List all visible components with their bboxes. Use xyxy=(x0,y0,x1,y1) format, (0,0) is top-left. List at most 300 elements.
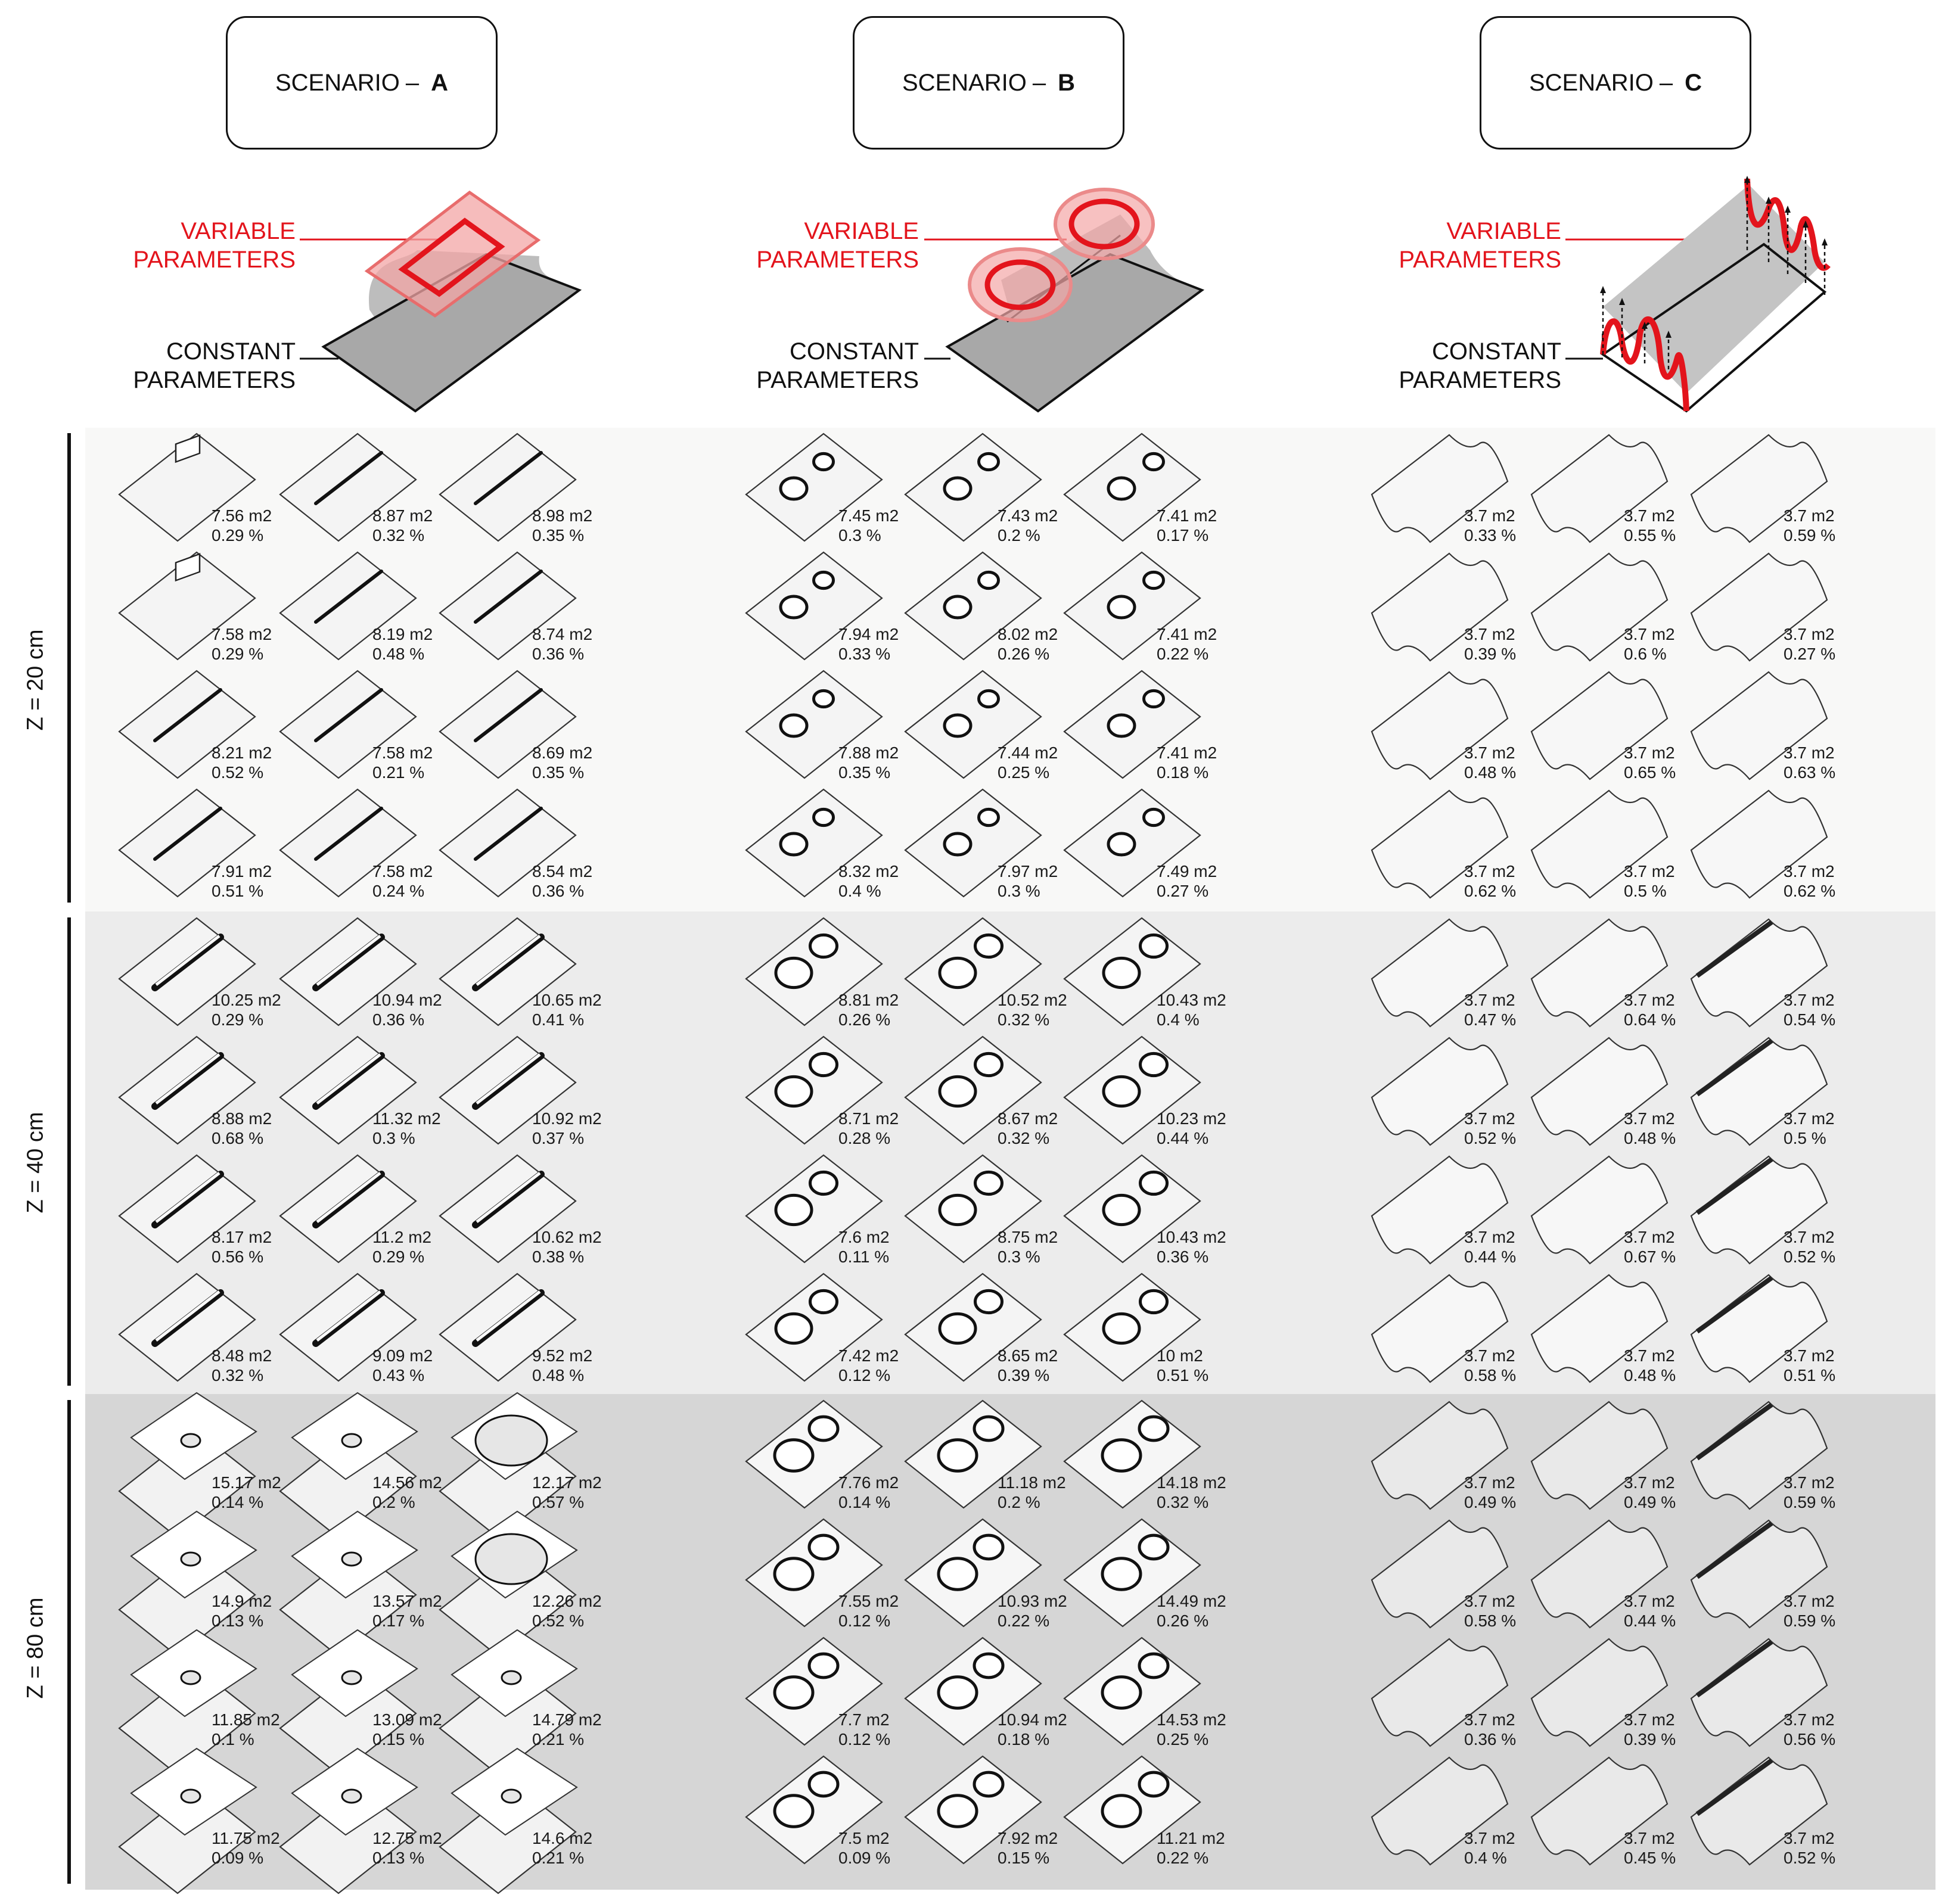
cell-area-label: 8.65 m2 xyxy=(998,1346,1058,1365)
result-cell-a-8-2 xyxy=(280,1274,433,1385)
result-cell-c-6-3 xyxy=(1691,1038,1835,1147)
cell-area-label: 8.48 m2 xyxy=(212,1346,272,1365)
cell-percent-label: 0.38 % xyxy=(532,1247,585,1266)
result-cell-a-8-1 xyxy=(119,1274,272,1385)
cell-percent-label: 0.48 % xyxy=(372,645,425,663)
cell-percent-label: 0.09 % xyxy=(212,1849,264,1867)
cell-percent-label: 0.49 % xyxy=(1464,1493,1517,1511)
cell-percent-label: 0.17 % xyxy=(1157,526,1209,545)
cell-area-label: 3.7 m2 xyxy=(1624,1592,1675,1610)
scenario-c-prefix: SCENARIO xyxy=(1528,69,1654,96)
result-cell-b-9-1 xyxy=(746,1401,899,1511)
scenario-b-variable-line1: VARIABLE xyxy=(804,218,919,244)
cell-percent-label: 0.44 % xyxy=(1464,1247,1517,1266)
result-cell-b-12-2 xyxy=(905,1756,1058,1867)
cell-area-label: 10.25 m2 xyxy=(212,991,281,1009)
cell-area-label: 3.7 m2 xyxy=(1464,1228,1515,1246)
result-cell-c-1-2 xyxy=(1531,435,1676,545)
cell-area-label: 7.6 m2 xyxy=(838,1228,890,1246)
cell-percent-label: 0.32 % xyxy=(1157,1493,1209,1511)
cell-area-label: 3.7 m2 xyxy=(1464,1829,1515,1847)
result-cell-b-9-3 xyxy=(1064,1401,1226,1511)
result-cell-b-2-1 xyxy=(746,552,899,663)
cell-percent-label: 0.26 % xyxy=(1157,1611,1209,1630)
cell-area-label: 9.09 m2 xyxy=(372,1346,433,1365)
result-cell-c-2-2 xyxy=(1531,553,1675,663)
cell-percent-label: 0.32 % xyxy=(998,1010,1050,1029)
cell-percent-label: 0.51 % xyxy=(212,882,264,900)
cell-area-label: 14.18 m2 xyxy=(1157,1473,1226,1492)
cell-area-label: 7.58 m2 xyxy=(372,862,433,881)
cell-area-label: 8.74 m2 xyxy=(532,625,593,643)
cell-area-label: 10.43 m2 xyxy=(1157,991,1226,1009)
cell-area-label: 10.43 m2 xyxy=(1157,1228,1226,1246)
z80-label: Z = 80 cm xyxy=(23,1597,48,1699)
cell-percent-label: 0.39 % xyxy=(998,1366,1050,1385)
cell-percent-label: 0.25 % xyxy=(1157,1730,1209,1749)
cell-area-label: 8.02 m2 xyxy=(998,625,1058,643)
result-cell-c-6-2 xyxy=(1531,1038,1676,1147)
result-cell-b-1-1 xyxy=(746,434,899,545)
cell-percent-label: 0.4 % xyxy=(1157,1010,1200,1029)
cell-area-label: 7.41 m2 xyxy=(1157,506,1217,525)
result-cell-c-10-1 xyxy=(1372,1520,1516,1630)
cell-area-label: 3.7 m2 xyxy=(1784,743,1835,762)
cell-percent-label: 0.56 % xyxy=(212,1247,264,1266)
cell-percent-label: 0.62 % xyxy=(1784,882,1836,900)
cell-area-label: 3.7 m2 xyxy=(1784,862,1835,881)
cell-percent-label: 0.15 % xyxy=(372,1730,425,1749)
result-cell-c-3-1 xyxy=(1372,672,1516,782)
cell-percent-label: 0.29 % xyxy=(212,1010,264,1029)
cell-area-label: 3.7 m2 xyxy=(1624,991,1675,1009)
cell-area-label: 11.85 m2 xyxy=(212,1710,280,1729)
cell-percent-label: 0.37 % xyxy=(532,1129,585,1147)
cell-percent-label: 0.2 % xyxy=(998,526,1040,545)
cell-area-label: 3.7 m2 xyxy=(1624,1473,1675,1492)
cell-percent-label: 0.62 % xyxy=(1464,882,1517,900)
result-cell-b-5-2 xyxy=(905,918,1067,1029)
cell-percent-label: 0.28 % xyxy=(838,1129,891,1147)
result-cell-a-6-3 xyxy=(440,1037,602,1147)
result-cell-b-9-2 xyxy=(905,1401,1066,1511)
cell-area-label: 3.7 m2 xyxy=(1624,625,1675,643)
cell-area-label: 7.41 m2 xyxy=(1157,743,1217,762)
result-cell-b-3-3 xyxy=(1064,671,1217,782)
cell-area-label: 3.7 m2 xyxy=(1464,1592,1515,1610)
cell-area-label: 10.94 m2 xyxy=(998,1710,1067,1729)
cell-percent-label: 0.35 % xyxy=(532,526,585,545)
cell-area-label: 7.91 m2 xyxy=(212,862,272,881)
cell-percent-label: 0.2 % xyxy=(372,1493,415,1511)
result-cell-a-6-1 xyxy=(119,1037,272,1147)
scenario-c-constant-line2: PARAMETERS xyxy=(1399,367,1561,393)
cell-area-label: 10.23 m2 xyxy=(1157,1109,1226,1128)
cell-percent-label: 0.55 % xyxy=(1624,526,1676,545)
result-cell-b-5-1 xyxy=(746,918,899,1029)
result-cell-a-2-3 xyxy=(440,552,592,663)
result-cell-b-4-3 xyxy=(1064,789,1217,900)
cell-area-label: 14.49 m2 xyxy=(1157,1592,1226,1610)
result-cell-b-11-2 xyxy=(905,1638,1067,1749)
cell-area-label: 8.88 m2 xyxy=(212,1109,272,1128)
result-cell-b-7-1 xyxy=(746,1155,890,1266)
cell-percent-label: 0.32 % xyxy=(212,1366,264,1385)
cell-area-label: 7.5 m2 xyxy=(838,1829,890,1847)
cell-percent-label: 0.56 % xyxy=(1784,1730,1836,1749)
cell-percent-label: 0.32 % xyxy=(998,1129,1050,1147)
result-cell-c-12-3 xyxy=(1691,1757,1835,1867)
result-cell-b-2-3 xyxy=(1064,552,1217,663)
result-cell-b-10-3 xyxy=(1064,1519,1226,1630)
cell-area-label: 3.7 m2 xyxy=(1784,1228,1835,1246)
cell-percent-label: 0.44 % xyxy=(1157,1129,1209,1147)
cell-area-label: 7.94 m2 xyxy=(838,625,899,643)
cell-area-label: 8.98 m2 xyxy=(532,506,593,525)
result-cell-b-12-3 xyxy=(1064,1756,1225,1867)
scenario-a-constant-line2: PARAMETERS xyxy=(133,367,296,393)
cell-percent-label: 0.39 % xyxy=(1464,645,1517,663)
cell-area-label: 7.45 m2 xyxy=(838,506,899,525)
cell-area-label: 10.93 m2 xyxy=(998,1592,1067,1610)
cell-area-label: 8.54 m2 xyxy=(532,862,593,881)
scenario-c-dash: – xyxy=(1659,69,1673,96)
cell-area-label: 3.7 m2 xyxy=(1624,1346,1675,1365)
cell-area-label: 3.7 m2 xyxy=(1464,862,1515,881)
cell-area-label: 3.7 m2 xyxy=(1784,1829,1835,1847)
cell-area-label: 9.52 m2 xyxy=(532,1346,593,1365)
cell-percent-label: 0.21 % xyxy=(532,1849,585,1867)
cell-percent-label: 0.36 % xyxy=(372,1010,425,1029)
result-cell-c-2-3 xyxy=(1691,553,1835,663)
cell-area-label: 3.7 m2 xyxy=(1624,1829,1675,1847)
cell-percent-label: 0.58 % xyxy=(1464,1366,1517,1385)
result-cell-a-12-1 xyxy=(119,1749,280,1893)
cell-percent-label: 0.67 % xyxy=(1624,1247,1676,1266)
result-cell-b-8-1 xyxy=(746,1274,899,1385)
cell-area-label: 7.58 m2 xyxy=(212,625,272,643)
cell-percent-label: 0.29 % xyxy=(212,526,264,545)
result-cell-b-6-3 xyxy=(1064,1037,1226,1147)
scenario-a-prefix: SCENARIO xyxy=(275,69,400,96)
cell-area-label: 3.7 m2 xyxy=(1464,991,1515,1009)
cell-percent-label: 0.4 % xyxy=(838,882,881,900)
result-cell-b-7-3 xyxy=(1064,1155,1226,1266)
z20-label: Z = 20 cm xyxy=(23,629,48,731)
cell-area-label: 3.7 m2 xyxy=(1624,1710,1675,1729)
cell-percent-label: 0.4 % xyxy=(1464,1849,1507,1867)
cell-area-label: 7.42 m2 xyxy=(838,1346,899,1365)
cell-percent-label: 0.32 % xyxy=(372,526,425,545)
cell-percent-label: 0.29 % xyxy=(212,645,264,663)
cell-area-label: 10.62 m2 xyxy=(532,1228,602,1246)
cell-area-label: 12.26 m2 xyxy=(532,1592,602,1610)
cell-percent-label: 0.17 % xyxy=(372,1611,425,1630)
cell-area-label: 13.57 m2 xyxy=(372,1592,442,1610)
cell-percent-label: 0.5 % xyxy=(1784,1129,1826,1147)
cell-percent-label: 0.52 % xyxy=(212,763,264,782)
result-cell-a-4-1 xyxy=(119,789,272,900)
cell-percent-label: 0.3 % xyxy=(838,526,881,545)
cell-area-label: 7.97 m2 xyxy=(998,862,1058,881)
cell-area-label: 13.09 m2 xyxy=(372,1710,442,1729)
cell-area-label: 3.7 m2 xyxy=(1784,991,1835,1009)
cell-area-label: 3.7 m2 xyxy=(1624,743,1675,762)
cell-percent-label: 0.22 % xyxy=(998,1611,1050,1630)
cell-percent-label: 0.57 % xyxy=(532,1493,585,1511)
result-cell-c-7-2 xyxy=(1531,1156,1676,1266)
cell-percent-label: 0.48 % xyxy=(1624,1366,1676,1385)
cell-percent-label: 0.59 % xyxy=(1784,1493,1836,1511)
result-cell-c-6-1 xyxy=(1372,1038,1516,1147)
cell-percent-label: 0.09 % xyxy=(838,1849,891,1867)
cell-percent-label: 0.47 % xyxy=(1464,1010,1517,1029)
scenario-c-letter: C xyxy=(1685,69,1702,96)
result-cell-b-6-2 xyxy=(905,1037,1058,1147)
cell-percent-label: 0.15 % xyxy=(998,1849,1050,1867)
cell-percent-label: 0.48 % xyxy=(1464,763,1517,782)
cell-percent-label: 0.33 % xyxy=(838,645,891,663)
cell-percent-label: 0.18 % xyxy=(998,1730,1050,1749)
result-cell-b-10-2 xyxy=(905,1519,1067,1630)
cell-percent-label: 0.51 % xyxy=(1157,1366,1209,1385)
cell-area-label: 8.87 m2 xyxy=(372,506,433,525)
scenario-b-constant-line2: PARAMETERS xyxy=(756,367,919,393)
result-cell-c-7-3 xyxy=(1691,1156,1835,1266)
cell-area-label: 10.94 m2 xyxy=(372,991,442,1009)
cell-percent-label: 0.18 % xyxy=(1157,763,1209,782)
cell-percent-label: 0.12 % xyxy=(838,1730,891,1749)
result-cell-b-5-3 xyxy=(1064,918,1226,1029)
result-cell-b-3-2 xyxy=(905,671,1058,782)
result-cell-c-3-2 xyxy=(1531,672,1676,782)
cell-percent-label: 0.26 % xyxy=(838,1010,891,1029)
cell-area-label: 3.7 m2 xyxy=(1784,1346,1835,1365)
cell-percent-label: 0.2 % xyxy=(998,1493,1040,1511)
scenario-a-variable-line1: VARIABLE xyxy=(181,218,296,244)
z40-label: Z = 40 cm xyxy=(23,1112,48,1214)
result-cell-b-1-3 xyxy=(1064,434,1217,545)
result-cell-c-10-3 xyxy=(1691,1520,1835,1630)
cell-percent-label: 0.48 % xyxy=(1624,1129,1676,1147)
result-cell-b-3-1 xyxy=(746,671,899,782)
cell-area-label: 8.17 m2 xyxy=(212,1228,272,1246)
result-cell-c-12-2 xyxy=(1531,1757,1676,1867)
cell-percent-label: 0.6 % xyxy=(1624,645,1667,663)
cell-percent-label: 0.45 % xyxy=(1624,1849,1676,1867)
result-cell-c-11-3 xyxy=(1691,1639,1835,1749)
cell-percent-label: 0.44 % xyxy=(1624,1611,1676,1630)
cell-percent-label: 0.13 % xyxy=(212,1611,264,1630)
cell-percent-label: 0.1 % xyxy=(212,1730,254,1749)
cell-percent-label: 0.49 % xyxy=(1624,1493,1676,1511)
cell-area-label: 3.7 m2 xyxy=(1464,1710,1515,1729)
result-cell-c-10-2 xyxy=(1531,1520,1676,1630)
result-cell-c-2-1 xyxy=(1372,553,1516,663)
cell-percent-label: 0.24 % xyxy=(372,882,425,900)
cell-area-label: 3.7 m2 xyxy=(1624,1109,1675,1128)
cell-area-label: 3.7 m2 xyxy=(1784,625,1835,643)
cell-percent-label: 0.64 % xyxy=(1624,1010,1676,1029)
cell-area-label: 10 m2 xyxy=(1157,1346,1203,1365)
cell-area-label: 14.53 m2 xyxy=(1157,1710,1226,1729)
cell-area-label: 7.58 m2 xyxy=(372,743,433,762)
result-cell-a-7-1 xyxy=(119,1155,272,1266)
cell-area-label: 3.7 m2 xyxy=(1784,1109,1835,1128)
result-cell-c-1-3 xyxy=(1691,435,1835,545)
result-cell-b-8-3 xyxy=(1064,1274,1208,1385)
cell-percent-label: 0.13 % xyxy=(372,1849,425,1867)
result-cell-a-6-2 xyxy=(280,1037,441,1147)
cell-percent-label: 0.52 % xyxy=(1784,1849,1836,1867)
result-cell-a-7-3 xyxy=(440,1155,602,1266)
result-cell-c-11-1 xyxy=(1372,1639,1516,1749)
result-cell-a-4-3 xyxy=(440,789,592,900)
cell-percent-label: 0.52 % xyxy=(1784,1247,1836,1266)
cell-area-label: 11.21 m2 xyxy=(1157,1829,1225,1847)
result-cell-a-12-3 xyxy=(440,1749,592,1893)
cell-area-label: 3.7 m2 xyxy=(1464,506,1515,525)
result-cell-b-1-2 xyxy=(905,434,1058,545)
result-cell-a-1-2 xyxy=(280,434,433,545)
result-cell-c-5-2 xyxy=(1531,919,1676,1029)
cell-area-label: 3.7 m2 xyxy=(1784,506,1835,525)
scenario-b-dash: – xyxy=(1032,69,1046,96)
result-cell-c-11-2 xyxy=(1531,1639,1676,1749)
cell-percent-label: 0.52 % xyxy=(532,1611,585,1630)
scenario-c-variable-line1: VARIABLE xyxy=(1446,218,1561,244)
cell-percent-label: 0.29 % xyxy=(372,1247,425,1266)
cell-area-label: 3.7 m2 xyxy=(1624,506,1675,525)
cell-area-label: 3.7 m2 xyxy=(1784,1592,1835,1610)
result-cell-c-8-3 xyxy=(1691,1275,1835,1385)
cell-percent-label: 0.35 % xyxy=(838,763,891,782)
result-cell-c-8-2 xyxy=(1531,1275,1676,1385)
cell-area-label: 12.17 m2 xyxy=(532,1473,602,1492)
cell-area-label: 11.75 m2 xyxy=(212,1829,280,1847)
result-cell-c-4-1 xyxy=(1372,791,1516,900)
cell-percent-label: 0.43 % xyxy=(372,1366,425,1385)
cell-percent-label: 0.25 % xyxy=(998,763,1050,782)
cell-percent-label: 0.14 % xyxy=(212,1493,264,1511)
result-cell-c-5-1 xyxy=(1372,919,1516,1029)
result-cell-c-8-1 xyxy=(1372,1275,1516,1385)
scenario-b-prefix: SCENARIO xyxy=(902,69,1027,96)
result-cell-a-1-1 xyxy=(119,434,272,545)
result-cell-b-8-2 xyxy=(905,1274,1058,1385)
cell-area-label: 8.32 m2 xyxy=(838,862,899,881)
cell-area-label: 11.18 m2 xyxy=(998,1473,1066,1492)
cell-percent-label: 0.39 % xyxy=(1624,1730,1676,1749)
result-cell-a-2-1 xyxy=(119,552,272,663)
cell-area-label: 7.44 m2 xyxy=(998,743,1058,762)
cell-area-label: 7.56 m2 xyxy=(212,506,272,525)
cell-area-label: 7.43 m2 xyxy=(998,506,1058,525)
scenario-c-variable-line2: PARAMETERS xyxy=(1399,247,1561,273)
result-cell-b-6-1 xyxy=(746,1037,899,1147)
cell-area-label: 8.21 m2 xyxy=(212,743,272,762)
result-cell-a-3-1 xyxy=(119,671,272,782)
cell-percent-label: 0.26 % xyxy=(998,645,1050,663)
cell-area-label: 10.52 m2 xyxy=(998,991,1067,1009)
result-cell-b-12-1 xyxy=(746,1756,890,1867)
cell-percent-label: 0.36 % xyxy=(1464,1730,1517,1749)
result-cell-a-2-2 xyxy=(280,552,433,663)
result-cell-c-5-3 xyxy=(1691,919,1835,1029)
cell-area-label: 14.9 m2 xyxy=(212,1592,272,1610)
cell-area-label: 7.41 m2 xyxy=(1157,625,1217,643)
result-cell-c-9-2 xyxy=(1531,1402,1676,1511)
scenario-a-dash: – xyxy=(405,69,420,96)
cell-percent-label: 0.5 % xyxy=(1624,882,1667,900)
cell-area-label: 7.7 m2 xyxy=(838,1710,890,1729)
cell-area-label: 14.56 m2 xyxy=(372,1473,442,1492)
cell-percent-label: 0.14 % xyxy=(838,1493,891,1511)
result-cell-a-12-2 xyxy=(280,1749,442,1893)
cell-area-label: 3.7 m2 xyxy=(1624,1228,1675,1246)
cell-area-label: 7.92 m2 xyxy=(998,1829,1058,1847)
cell-percent-label: 0.12 % xyxy=(838,1611,891,1630)
cell-area-label: 14.79 m2 xyxy=(532,1710,602,1729)
cell-area-label: 8.81 m2 xyxy=(838,991,899,1009)
result-cell-a-5-2 xyxy=(280,918,442,1029)
cell-area-label: 7.76 m2 xyxy=(838,1473,899,1492)
result-cell-a-7-2 xyxy=(280,1155,431,1266)
cell-percent-label: 0.21 % xyxy=(372,763,425,782)
scenario-b-constant-line1: CONSTANT xyxy=(789,338,919,365)
cell-area-label: 3.7 m2 xyxy=(1464,1109,1515,1128)
cell-percent-label: 0.36 % xyxy=(532,645,585,663)
result-cell-b-7-2 xyxy=(905,1155,1058,1266)
cell-percent-label: 0.41 % xyxy=(532,1010,585,1029)
cell-percent-label: 0.48 % xyxy=(532,1366,585,1385)
scenario-a-constant-line1: CONSTANT xyxy=(166,338,296,365)
result-cell-b-11-3 xyxy=(1064,1638,1226,1749)
cell-area-label: 15.17 m2 xyxy=(212,1473,281,1492)
scenario-a-letter: A xyxy=(431,69,449,96)
cell-area-label: 3.7 m2 xyxy=(1464,1473,1515,1492)
cell-percent-label: 0.59 % xyxy=(1784,1611,1836,1630)
result-cell-b-2-2 xyxy=(905,552,1058,663)
cell-area-label: 3.7 m2 xyxy=(1464,625,1515,643)
result-cell-b-4-1 xyxy=(746,789,899,900)
cell-area-label: 10.92 m2 xyxy=(532,1109,602,1128)
result-cell-a-3-2 xyxy=(280,671,433,782)
cell-percent-label: 0.33 % xyxy=(1464,526,1517,545)
cell-area-label: 7.55 m2 xyxy=(838,1592,899,1610)
scenario-b-variable-line2: PARAMETERS xyxy=(756,247,919,273)
result-cell-b-10-1 xyxy=(746,1519,899,1630)
cell-percent-label: 0.12 % xyxy=(838,1366,891,1385)
result-cell-c-9-3 xyxy=(1691,1402,1835,1511)
cell-percent-label: 0.11 % xyxy=(838,1247,890,1266)
cell-area-label: 3.7 m2 xyxy=(1624,862,1675,881)
cell-percent-label: 0.22 % xyxy=(1157,1849,1209,1867)
result-cell-a-1-3 xyxy=(440,434,592,545)
result-cell-b-4-2 xyxy=(905,789,1058,900)
cell-area-label: 8.19 m2 xyxy=(372,625,433,643)
scenario-c-constant-line1: CONSTANT xyxy=(1431,338,1561,365)
cell-percent-label: 0.27 % xyxy=(1157,882,1209,900)
cell-percent-label: 0.54 % xyxy=(1784,1010,1836,1029)
result-cell-a-5-1 xyxy=(119,918,281,1029)
cell-percent-label: 0.3 % xyxy=(998,882,1040,900)
cell-percent-label: 0.63 % xyxy=(1784,763,1836,782)
result-cell-b-11-1 xyxy=(746,1638,890,1749)
result-cell-c-4-2 xyxy=(1531,791,1675,900)
cell-area-label: 11.2 m2 xyxy=(372,1228,432,1246)
cell-area-label: 3.7 m2 xyxy=(1784,1710,1835,1729)
